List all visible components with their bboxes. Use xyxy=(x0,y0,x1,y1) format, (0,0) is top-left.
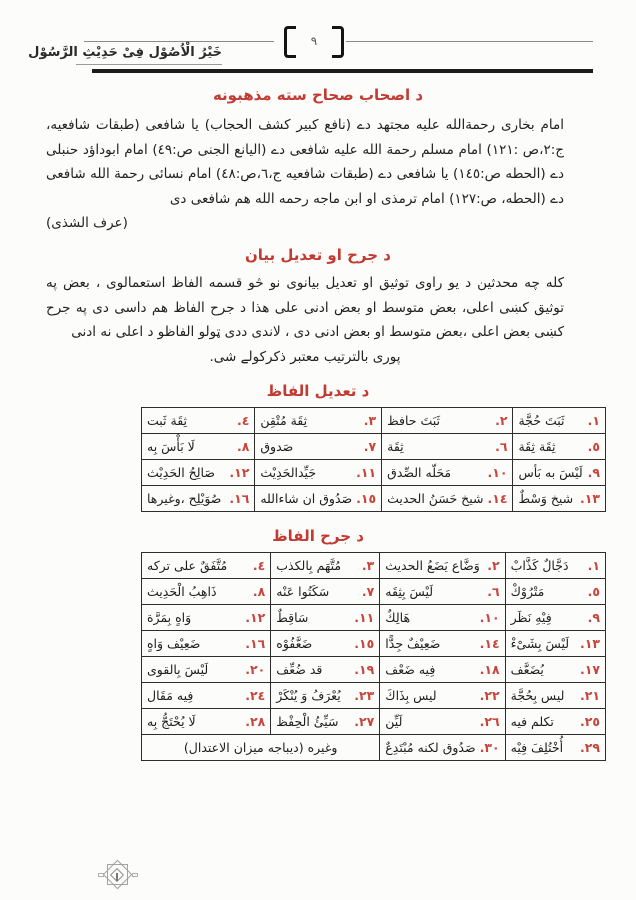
cell-text: لَا يُحْتَجُّ بِه xyxy=(147,713,196,729)
table-cell xyxy=(255,485,382,511)
cell-text: لَيْسَ به بَأس xyxy=(518,464,583,480)
table-row xyxy=(142,552,606,578)
table-cell xyxy=(142,552,271,578)
cell-text: دَجَّالٌ كَذَّابْ xyxy=(510,557,569,573)
cell-number: ٣. xyxy=(363,412,377,428)
cell-number: ٢. xyxy=(487,557,500,573)
tadeel-table-wrap xyxy=(141,407,606,512)
cell-number: ٥. xyxy=(587,438,600,454)
table-cell xyxy=(255,459,382,485)
cell-number: ٩. xyxy=(587,609,600,625)
jarh-table xyxy=(141,552,606,761)
cell-text: ضَعِيْفٌ جِدًّا xyxy=(385,635,441,651)
table-cell xyxy=(380,552,505,578)
cell-number: ١٤. xyxy=(487,490,508,506)
heading-madhabs: د اصحاب صحاح سته مذهبونه xyxy=(212,86,424,104)
page-number-brackets xyxy=(284,25,344,59)
cell-text: وَضَّاع يَضَعُ الحديث xyxy=(385,557,480,573)
heading-jarh-tadeel: د جرح او تعديل بيان xyxy=(245,246,391,264)
table-cell xyxy=(382,485,513,511)
cell-text: لَيْسَ بِالقوى xyxy=(147,661,209,677)
cell-number: ٨. xyxy=(252,583,266,599)
table-cell xyxy=(380,630,505,656)
cell-number: ٧. xyxy=(361,583,375,599)
table-cell xyxy=(142,708,271,734)
cell-number: ٢٣. xyxy=(354,687,375,703)
cell-number: ٢٩. xyxy=(579,739,600,755)
cell-text: لَيْسَ بِثِقَه xyxy=(385,583,434,599)
cell-text: تكلم فيه xyxy=(510,713,554,729)
cell-number: ٥. xyxy=(587,583,600,599)
table-cell xyxy=(271,552,380,578)
table-cell xyxy=(271,708,380,734)
table-cell xyxy=(142,433,255,459)
cell-text: صَدُوق ان شاءالله xyxy=(260,490,353,506)
table-cell xyxy=(505,708,605,734)
cell-number: ٤. xyxy=(236,412,250,428)
table-cell xyxy=(142,734,380,760)
cell-text: سَيِّئُ الْحِفْظ xyxy=(276,713,339,729)
cell-number: ٢٠. xyxy=(245,661,266,677)
star-ornament-icon xyxy=(96,854,140,896)
ornament-side-right xyxy=(132,873,138,877)
cell-text: يُضَعَّف xyxy=(510,661,544,677)
table-row xyxy=(142,459,606,485)
header-rule-left xyxy=(84,41,274,42)
ornament-side-left xyxy=(98,873,104,877)
table-cell xyxy=(380,734,505,760)
cell-number: ١٣. xyxy=(579,635,600,651)
table-cell xyxy=(271,682,380,708)
cell-number: ١٠. xyxy=(479,609,500,625)
header-rule-right xyxy=(346,41,593,42)
table-cell xyxy=(505,630,605,656)
cell-text: جَيِّدالحَدِيْث xyxy=(260,464,317,480)
ornament-tail xyxy=(116,873,118,881)
cell-text: صُوَيْلِح ،وغيرها xyxy=(147,490,222,506)
table-cell xyxy=(142,407,255,433)
page-number: ٩ xyxy=(310,34,318,48)
cell-text: مَتْرُوْكْ xyxy=(510,583,545,599)
book-title: خَيْرُ الْاُصُوْل فِىْ حَدِيْثِ الرَّسُوْل xyxy=(76,45,222,65)
cell-number: ١٦. xyxy=(245,635,266,651)
cell-number: ٢٢. xyxy=(479,687,500,703)
cell-text: ثِقَة ثَبت xyxy=(147,412,188,428)
table-cell xyxy=(380,708,505,734)
cell-text: هَالِكٌ xyxy=(385,609,411,625)
cell-text: مُتَّفَقٌ على تركه xyxy=(147,557,228,573)
table-cell xyxy=(380,656,505,682)
table-row xyxy=(142,578,606,604)
cell-number: ٢. xyxy=(495,412,508,428)
cell-number: ٩. xyxy=(587,464,600,480)
table-row xyxy=(142,604,606,630)
cell-text: لَيِّن xyxy=(385,713,403,729)
cell-text: سَكَتُوا عَنْه xyxy=(276,583,330,599)
heading-jarh-alfaz: د جرح الفاظ xyxy=(272,526,364,545)
cell-number: ٢٥. xyxy=(579,713,600,729)
cell-text: وَاهٍ بِمَرَّة xyxy=(147,609,192,625)
cell-number: ٧. xyxy=(363,438,377,454)
cell-number: ٤. xyxy=(252,557,266,573)
table-cell xyxy=(142,578,271,604)
table-row xyxy=(142,682,606,708)
cell-number: ٨. xyxy=(236,438,250,454)
table-row xyxy=(142,485,606,511)
cell-number: ١٨. xyxy=(479,661,500,677)
cell-text: ثِقَة مُتْقِن xyxy=(260,412,308,428)
table-cell xyxy=(142,459,255,485)
cell-text: يُعْرَفُ وَ يُنْكَرْ xyxy=(276,687,341,703)
table-cell xyxy=(142,656,271,682)
cell-number: ١٠. xyxy=(487,464,508,480)
cell-text: سَاقِطٌ xyxy=(276,609,309,625)
cell-number: ٢٤. xyxy=(245,687,266,703)
cell-number: ٢١. xyxy=(579,687,600,703)
cell-number: ١٤. xyxy=(479,635,500,651)
table-cell xyxy=(255,407,382,433)
table-cell xyxy=(505,604,605,630)
cell-text: ليس بِذَاكَ xyxy=(385,687,437,703)
cell-number: ١. xyxy=(587,557,600,573)
table-cell xyxy=(505,734,605,760)
paragraph-madhabs: امام بخارى رحمةالله عليه مجتهد دے (نافع كبير كشف الحجاب) يا شافعى (طبقات شافعيه، ج:٢،ص :١٢١) امام مسلم رحمة الله عليه شافعى دے (اليانع الجنى ص:٤٩) امام ابوداؤد حنبلى دے (الحطه ص:١٤٥) يا شافعى دے (طبقات شافعيه ج،٦،ص:٤٨) امام نسائى رحمة الله شافعى دے (الحطه، ص:١٢٧) امام ترمذى او ابن ماجه رحمه الله هم شافعى دى xyxy=(46,117,564,207)
cell-number: ١٧. xyxy=(579,661,600,677)
table-cell xyxy=(380,604,505,630)
cell-text: فِيْهِ نَظَر xyxy=(510,609,552,625)
cell-text: ثَبَتَ حافظ xyxy=(387,412,441,428)
cell-text: مُتَّهَم بِالكذب xyxy=(276,557,342,573)
table-cell xyxy=(142,682,271,708)
cell-text: ثِقَة ثِقَة xyxy=(518,438,556,454)
tadeel-table xyxy=(141,407,606,512)
table-cell xyxy=(142,630,271,656)
table-cell xyxy=(513,459,606,485)
cell-number: ١٣. xyxy=(579,490,600,506)
table-row xyxy=(142,734,606,760)
cell-number: ٦. xyxy=(495,438,508,454)
cell-text: شيخ حَسَنُ الحديث xyxy=(387,490,484,506)
cell-number: ٣٠. xyxy=(479,739,500,755)
cell-text: لَيْسَ بِشَىْءْ xyxy=(510,635,570,651)
cell-number: ١٦. xyxy=(229,490,250,506)
cell-text: شيخ وَسْطٌ xyxy=(518,490,574,506)
cell-text: لَا بَأْسَ بِه xyxy=(147,438,195,454)
table-cell xyxy=(505,656,605,682)
cell-number: ١٢. xyxy=(245,609,266,625)
cell-number: ١١. xyxy=(354,609,375,625)
cell-number: ١٢. xyxy=(229,464,250,480)
paragraph-last-line: پورى بالترتيب معتبر ذكركولے شى. xyxy=(209,348,401,365)
cell-number: ١٥. xyxy=(354,635,375,651)
header-double-rule xyxy=(92,69,593,73)
cell-number: ٦. xyxy=(487,583,500,599)
table-cell xyxy=(142,604,271,630)
table-cell xyxy=(505,552,605,578)
heading-tadeel-alfaz: د تعديل الفاظ xyxy=(266,381,370,400)
cell-text: ضَعِيْف وَاهٍ xyxy=(147,635,201,651)
cell-text: صَالِحُ الحَدِيْث xyxy=(147,464,215,480)
cell-number: ٢٧. xyxy=(354,713,375,729)
table-cell xyxy=(513,485,606,511)
cell-number: ٣. xyxy=(361,557,375,573)
table-cell xyxy=(513,433,606,459)
table-cell xyxy=(382,407,513,433)
table-cell xyxy=(382,433,513,459)
cell-text: صَدوق xyxy=(260,438,294,454)
left-bracket-icon xyxy=(284,26,296,58)
cell-text: أُخْتُلِفَ فِيْه xyxy=(510,739,564,755)
cell-number: ٢٨. xyxy=(245,713,266,729)
cell-text: ثِقَة xyxy=(387,438,404,454)
cell-text: وغيره (ديباجه ميزان الاعتدال) xyxy=(183,739,338,755)
paragraph-jarh-tadeel: كله چه محدثين د يو راوى توثيق او تعديل بيانوى نو څو قسمه الفاظ استعمالوى ، بعض په توثيق كښى اعلى، بعض متوسط او بعض ادنى على هذا د جرح الفاظ هم داسى دى په جرح كښى بعض اعلى ،بعض متوسط او بعض ادنى دى ، لاندى ددى ټولو الفاظو د اعلى نه ادنى xyxy=(46,275,564,340)
cell-number: ١. xyxy=(587,412,600,428)
cell-text: ضَعَّفُوْه xyxy=(276,635,313,651)
table-cell xyxy=(382,459,513,485)
table-cell xyxy=(255,433,382,459)
jarh-table-wrap xyxy=(141,552,606,761)
table-cell xyxy=(380,578,505,604)
cell-text: ثَبَتَ حُجَّة xyxy=(518,412,565,428)
cell-text: قد ضُعِّف xyxy=(276,661,323,677)
cell-text: فِيه ضَعْف xyxy=(385,661,436,677)
table-row xyxy=(142,656,606,682)
cell-text: مَحَلّه الصِّدق xyxy=(387,464,452,480)
cell-number: ٢٦. xyxy=(479,713,500,729)
cell-number: ١٥. xyxy=(356,490,377,506)
table-row xyxy=(142,407,606,433)
table-cell xyxy=(271,604,380,630)
table-cell xyxy=(271,656,380,682)
table-cell xyxy=(142,485,255,511)
table-cell xyxy=(271,578,380,604)
table-row xyxy=(142,630,606,656)
citation-line: (عرف الشذى) xyxy=(46,215,128,231)
table-cell xyxy=(505,578,605,604)
cell-text: ليس بِحُجَّة xyxy=(510,687,565,703)
table-cell xyxy=(271,630,380,656)
table-cell xyxy=(380,682,505,708)
cell-text: ذَاهِبُ الْحَدِيث xyxy=(147,583,217,599)
cell-number: ١٩. xyxy=(354,661,375,677)
table-cell xyxy=(513,407,606,433)
table-row xyxy=(142,433,606,459)
page-body xyxy=(0,80,636,761)
cell-text: صَدُوق لكنه مُبْتَدِعٌ xyxy=(385,739,476,755)
right-bracket-icon xyxy=(332,26,344,58)
cell-number: ١١. xyxy=(356,464,377,480)
cell-text: فِيه مَقَال xyxy=(147,687,194,703)
table-cell xyxy=(505,682,605,708)
table-row xyxy=(142,708,606,734)
